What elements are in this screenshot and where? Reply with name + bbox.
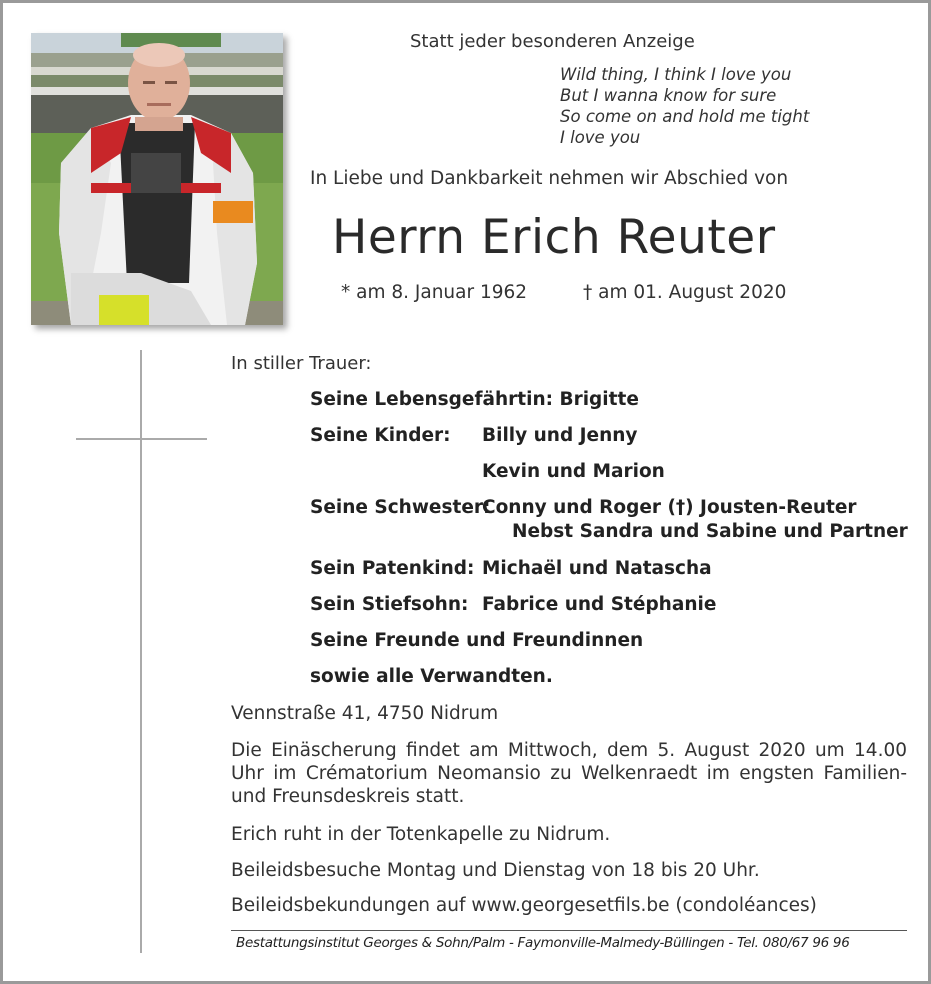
children-name: Billy und Jenny (482, 425, 638, 446)
cross-vertical-bar (140, 350, 142, 953)
birth-date: * am 8. Januar 1962 (341, 282, 528, 303)
godchild-label: Sein Patenkind: (310, 558, 475, 579)
address: Vennstraße 41, 4750 Nidrum (231, 703, 499, 724)
stepson-name: Fabrice und Stéphanie (482, 594, 717, 615)
condolences-notice: Beileidsbekundungen auf www.georgesetfils.be (condoléances) (231, 895, 817, 916)
cremation-notice: Die Einäscherung findet am Mittwoch, dem 5. August 2020 um 14.00 Uhr im Crématorium Neomansio zu Welkenraedt im engsten Familien- und Freunsdeskreis statt. (231, 740, 907, 807)
friends-line: Seine Freunde und Freundinnen (310, 630, 644, 651)
cross-horizontal-bar (76, 438, 207, 440)
notice-intro: Statt jeder besonderen Anzeige (410, 31, 695, 52)
children-label: Seine Kinder: (310, 425, 451, 446)
lyrics-line: So come on and hold me tight (560, 107, 810, 126)
partner-line: Seine Lebensgefährtin: Brigitte (310, 389, 639, 410)
farewell-line: In Liebe und Dankbarkeit nehmen wir Abschied von (310, 168, 789, 189)
footer-divider (231, 930, 907, 931)
stepson-label: Sein Stiefsohn: (310, 594, 469, 615)
song-lyrics (560, 64, 809, 148)
visits-notice: Beileidsbesuche Montag und Dienstag von 18 bis 20 Uhr. (231, 860, 760, 881)
chapel-notice: Erich ruht in der Totenkapelle zu Nidrum. (231, 824, 611, 845)
children-name: Kevin und Marion (482, 461, 665, 482)
death-date: † am 01. August 2020 (583, 282, 787, 303)
sister-family: Nebst Sandra und Sabine und Partner (512, 521, 908, 542)
sister-label: Seine Schwester: (310, 497, 491, 518)
lyrics-line: Wild thing, I think I love you (560, 65, 792, 84)
portrait-photo (31, 33, 283, 325)
godchild-name: Michaël und Natascha (482, 558, 712, 579)
deceased-name: Herrn Erich Reuter (332, 210, 776, 265)
sister-name: Conny und Roger (†) Jousten-Reuter (482, 497, 857, 518)
mourning-intro: In stiller Trauer: (231, 353, 372, 374)
lyrics-line: But I wanna know for sure (560, 86, 777, 105)
funeral-home-line: Bestattungsinstitut Georges & Sohn/Palm - Faymonville-Malmedy-Büllingen - Tel. 080/67 96 96 (236, 935, 850, 951)
lyrics-line: I love you (560, 128, 641, 147)
relatives-line: sowie alle Verwandten. (310, 666, 553, 687)
